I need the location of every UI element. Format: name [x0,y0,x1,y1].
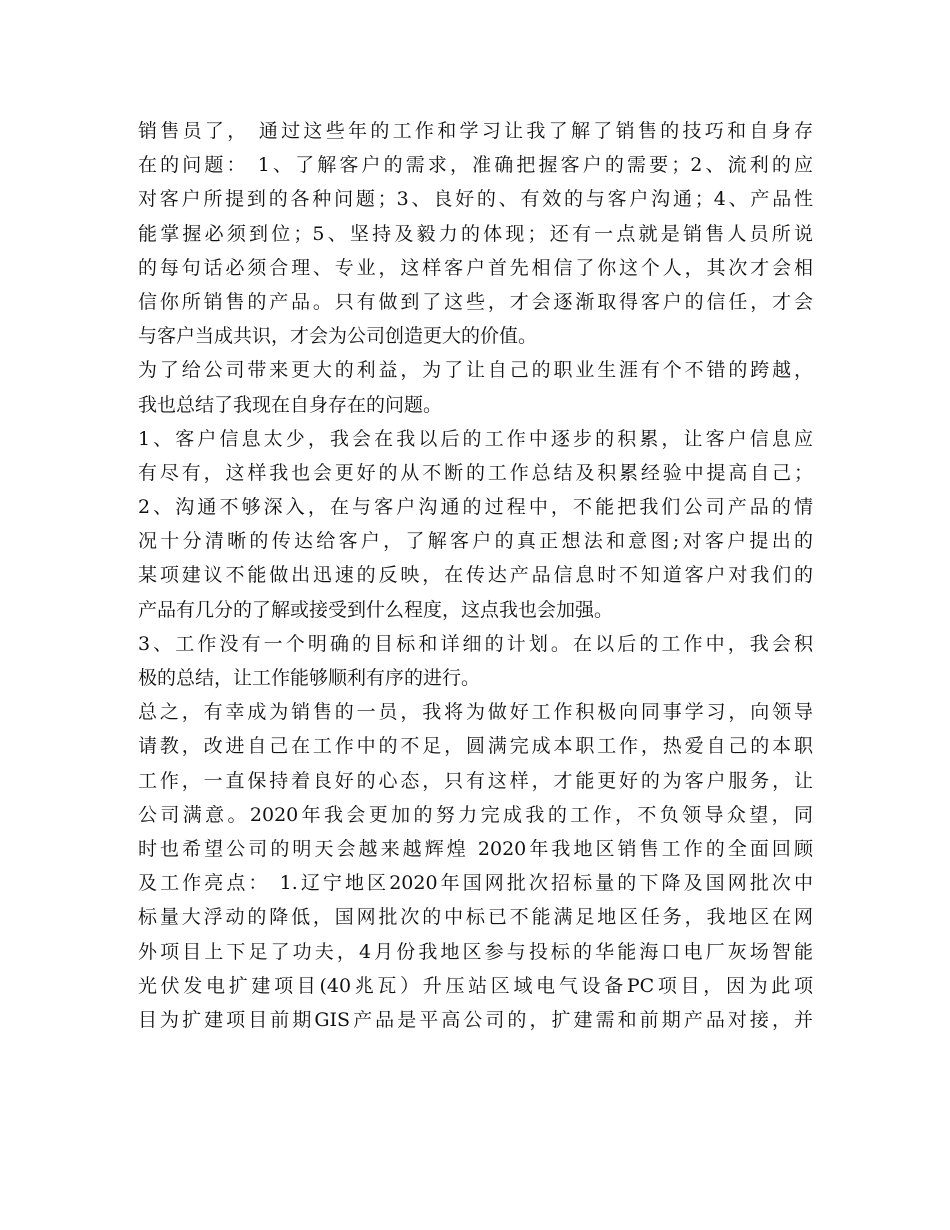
text-line: 信你所销售的产品。只有做到了这些，才会逐渐取得客户的信任，才会 [138,290,813,313]
text-line: 某项建议不能做出迅速的反映，在传达产品信息时不知道客户对我们的 [138,564,813,587]
text-line: 的每句话必须合理、专业，这样客户首先相信了你这个人，其次才会相 [138,256,813,279]
text-line: 况十分清晰的传达给客户，了解客户的真正想法和意图;对客户提出的 [138,530,813,553]
text-line: 及工作亮点： 1.辽宁地区2020年国网批次招标量的下降及国网批次中 [138,872,813,895]
text-line: 在的问题： 1、了解客户的需求，准确把握客户的需要；2、流利的应 [138,154,813,177]
text-line: 能掌握必须到位；5、坚持及毅力的体现；还有一点就是销售人员所说 [138,222,813,245]
text-line: 销售员了， 通过这些年的工作和学习让我了解了销售的技巧和自身存 [138,120,813,142]
text-line: 标量大浮动的降低，国网批次的中标已不能满足地区任务，我地区在网 [138,906,813,929]
text-line: 总之，有幸成为销售的一员，我将为做好工作积极向同事学习，向领导 [138,701,813,724]
text-line: 我也总结了我现在自身存在的问题。 [138,393,443,416]
text-line: 有尽有，这样我也会更好的从不断的工作总结及积累经验中提高自己； [138,461,813,484]
text-line: 产品有几分的了解或接受到什么程度，这点我也会加强。 [138,598,614,621]
text-line: 目为扩建项目前期GIS产品是平高公司的，扩建需和前期产品对接，并 [138,1008,813,1031]
text-line: 工作，一直保持着良好的心态，只有这样，才能更好的为客户服务，让 [138,769,813,792]
text-line: 外项目上下足了功夫，4月份我地区参与投标的华能海口电厂灰场智能 [138,940,813,963]
text-line: 3、工作没有一个明确的目标和详细的计划。在以后的工作中，我会积 [138,632,813,655]
text-line: 2、沟通不够深入，在与客户沟通的过程中，不能把我们公司产品的情 [138,496,813,519]
text-line: 为了给公司带来更大的利益，为了让自己的职业生涯有个不错的跨越， [138,359,813,382]
text-line: 对客户所提到的各种问题；3、良好的、有效的与客户沟通；4、产品性 [138,188,813,211]
text-line: 1、客户信息太少，我会在我以后的工作中逐步的积累，让客户信息应 [138,427,813,450]
text-line: 请教，改进自己在工作中的不足，圆满完成本职工作，热爱自己的本职 [138,735,813,758]
text-line: 与客户当成共识，才会为公司创造更大的价值。 [138,325,538,348]
text-line: 光伏发电扩建项目(40兆瓦）升压站区域电气设备PC项目，因为此项 [138,974,813,997]
document-body [138,114,813,1037]
text-line: 时也希望公司的明天会越来越辉煌 2020年我地区销售工作的全面回顾 [138,837,813,860]
text-line: 极的总结，让工作能够顺利有序的进行。 [138,667,481,689]
text-line: 公司满意。2020年我会更加的努力完成我的工作，不负领导众望，同 [138,803,813,826]
